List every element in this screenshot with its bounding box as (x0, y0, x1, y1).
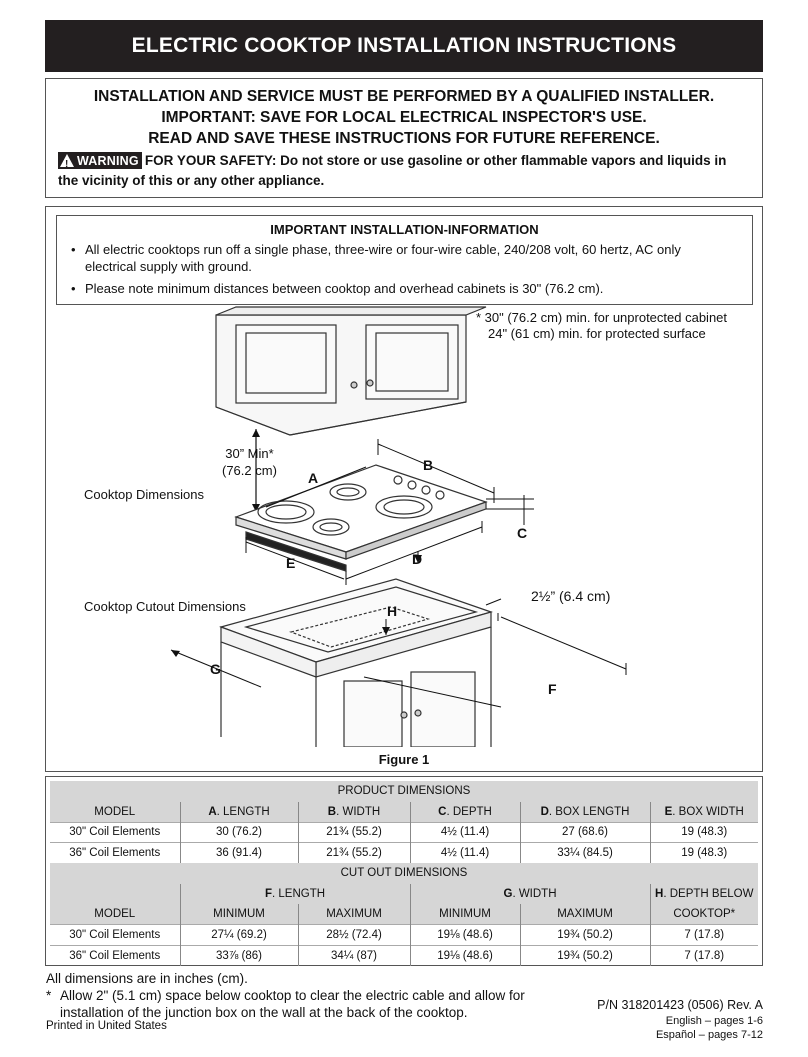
allow-space-note (46, 987, 526, 1021)
table-cell: 19¾ (50.2) (520, 945, 650, 966)
safety-line-3: READ AND SAVE THESE INSTRUCTIONS FOR FUTURE REFERENCE. (148, 130, 660, 147)
allow-space-text: Allow 2" (5.1 cm) space below cooktop to clear the electric cable and allow for installation of the junction box on the wall at the back of the cooktop. (60, 988, 525, 1020)
info-bullet: • Please note minimum distances between cooktop and overhead cabinets is 30" (76.2 cm). (71, 280, 711, 297)
cutout-header-f: F. LENGTH (180, 884, 410, 905)
table-cell: 19¾ (50.2) (520, 925, 650, 946)
cutout-dimensions-label: Cooktop Cutout Dimensions (84, 599, 246, 614)
product-header-row (50, 802, 758, 823)
product-band-title: PRODUCT DIMENSIONS (50, 781, 758, 802)
cutout-header-f-min: MINIMUM (180, 904, 298, 925)
dimension-letter-f: F (548, 681, 557, 697)
product-header-d: D. BOX LENGTH (520, 802, 650, 823)
table-cell: 34¼ (87) (298, 945, 410, 966)
cutout-group-header-row (50, 884, 758, 905)
table-cell: 19 (48.3) (650, 843, 758, 864)
table-cell: 21¾ (55.2) (298, 822, 410, 843)
cooktop-dimensions-label: Cooktop Dimensions (84, 487, 204, 502)
cutout-header-model: MODEL (50, 904, 180, 925)
espanol-pages: Español – pages 7-12 (655, 1029, 763, 1041)
table-cell: 19⅛ (48.6) (410, 925, 520, 946)
table-cell: 27 (68.6) (520, 822, 650, 843)
table-cell: 21¾ (55.2) (298, 843, 410, 864)
dimension-letter-h: H (387, 603, 398, 619)
min-label-line-1: 30” Min* (225, 446, 274, 461)
dimension-letter-b: B (423, 457, 434, 473)
table-cell: 7 (17.8) (650, 925, 758, 946)
cutout-group-blank (50, 884, 180, 905)
product-header-e: E. BOX WIDTH (650, 802, 758, 823)
cutout-header-h: H. DEPTH BELOW (650, 884, 758, 905)
table-row (50, 843, 758, 864)
table-cell: 33¼ (84.5) (520, 843, 650, 864)
lower-cabinet (221, 579, 491, 747)
warning-paragraph (58, 151, 748, 191)
dimensions-table (50, 781, 758, 966)
product-header-a: A. LENGTH (180, 802, 298, 823)
dimension-letter-c: C (517, 525, 528, 541)
note-line-2: 24" (61 cm) min. for protected surface (488, 326, 706, 341)
table-cell: 30 (76.2) (180, 822, 298, 843)
table-cell: 19 (48.3) (650, 822, 758, 843)
min-clearance-label (222, 445, 277, 479)
table-cell: 19⅛ (48.6) (410, 945, 520, 966)
info-bullet: • All electric cooktops run off a single phase, three-wire or four-wire cable, 240/208 volt, 60 hertz, AC only electrical supply with ground. (71, 241, 711, 275)
table-cell: 36" Coil Elements (50, 945, 180, 966)
safety-line-2: IMPORTANT: SAVE FOR LOCAL ELECTRICAL INSPECTOR'S USE. (161, 109, 647, 126)
english-pages: English – pages 1-6 (665, 1015, 763, 1027)
part-number: P/N 318201423 (0506) Rev. A (597, 998, 763, 1012)
cutout-header-row (50, 904, 758, 925)
cutout-band (50, 863, 758, 884)
cooktop (236, 465, 486, 571)
table-cell: 33⅞ (86) (180, 945, 298, 966)
cutout-header-f-max: MAXIMUM (298, 904, 410, 925)
cutout-header-h-depth: COOKTOP* (650, 904, 758, 925)
all-dimensions-note: All dimensions are in inches (cm). (46, 971, 248, 986)
cutout-header-g: G. WIDTH (410, 884, 650, 905)
warning-triangle-icon (60, 154, 74, 167)
product-header-model: MODEL (50, 802, 180, 823)
table-row (50, 945, 758, 966)
warning-text: FOR YOUR SAFETY: Do not store or use gasoline or other flammable vapors and liquids in the vicinity of this or any other appliance. (58, 153, 727, 188)
table-cell: 4½ (11.4) (410, 843, 520, 864)
printed-in: Printed in United States (46, 1020, 167, 1032)
cooktop-diagram (46, 207, 762, 747)
table-cell: 4½ (11.4) (410, 822, 520, 843)
table-cell: 27¼ (69.2) (180, 925, 298, 946)
safety-line-1: INSTALLATION AND SERVICE MUST BE PERFORMED BY A QUALIFIED INSTALLER. (93, 88, 715, 105)
cutout-band-title: CUT OUT DIMENSIONS (50, 863, 758, 884)
upper-cabinet (216, 307, 486, 435)
warning-badge (58, 152, 142, 169)
table-cell: 36 (91.4) (180, 843, 298, 864)
product-band (50, 781, 758, 802)
offset-label: 2½” (6.4 cm) (531, 588, 611, 604)
table-row (50, 822, 758, 843)
installation-box (45, 206, 763, 772)
table-cell: 7 (17.8) (650, 945, 758, 966)
product-header-c: C. DEPTH (410, 802, 520, 823)
min-label-line-2: (76.2 cm) (222, 463, 277, 478)
table-cell: 30" Coil Elements (50, 822, 180, 843)
cutout-header-g-min: MINIMUM (410, 904, 520, 925)
safety-box (45, 78, 763, 198)
cutout-header-g-max: MAXIMUM (520, 904, 650, 925)
page-title: ELECTRIC COOKTOP INSTALLATION INSTRUCTIONS (45, 20, 763, 72)
footnotes (46, 970, 526, 1021)
warning-badge-text: WARNING (77, 153, 139, 168)
figure-caption: Figure 1 (378, 752, 430, 767)
dimension-letter-g: G (210, 661, 221, 677)
table-cell: 28½ (72.4) (298, 925, 410, 946)
table-cell: 36" Coil Elements (50, 843, 180, 864)
info-title: IMPORTANT INSTALLATION-INFORMATION (270, 222, 539, 237)
note-line-1: * 30" (76.2 cm) min. for unprotected cabinet (476, 310, 728, 325)
product-header-b: B. WIDTH (298, 802, 410, 823)
dimension-letter-a: A (308, 470, 319, 486)
dimension-letter-e: E (286, 555, 296, 571)
dimension-letter-d: D (412, 551, 423, 567)
table-cell: 30" Coil Elements (50, 925, 180, 946)
footnote-asterisk: * (46, 988, 52, 1003)
language-pages (656, 1014, 763, 1042)
dimensions-tables (45, 776, 763, 966)
table-row (50, 925, 758, 946)
